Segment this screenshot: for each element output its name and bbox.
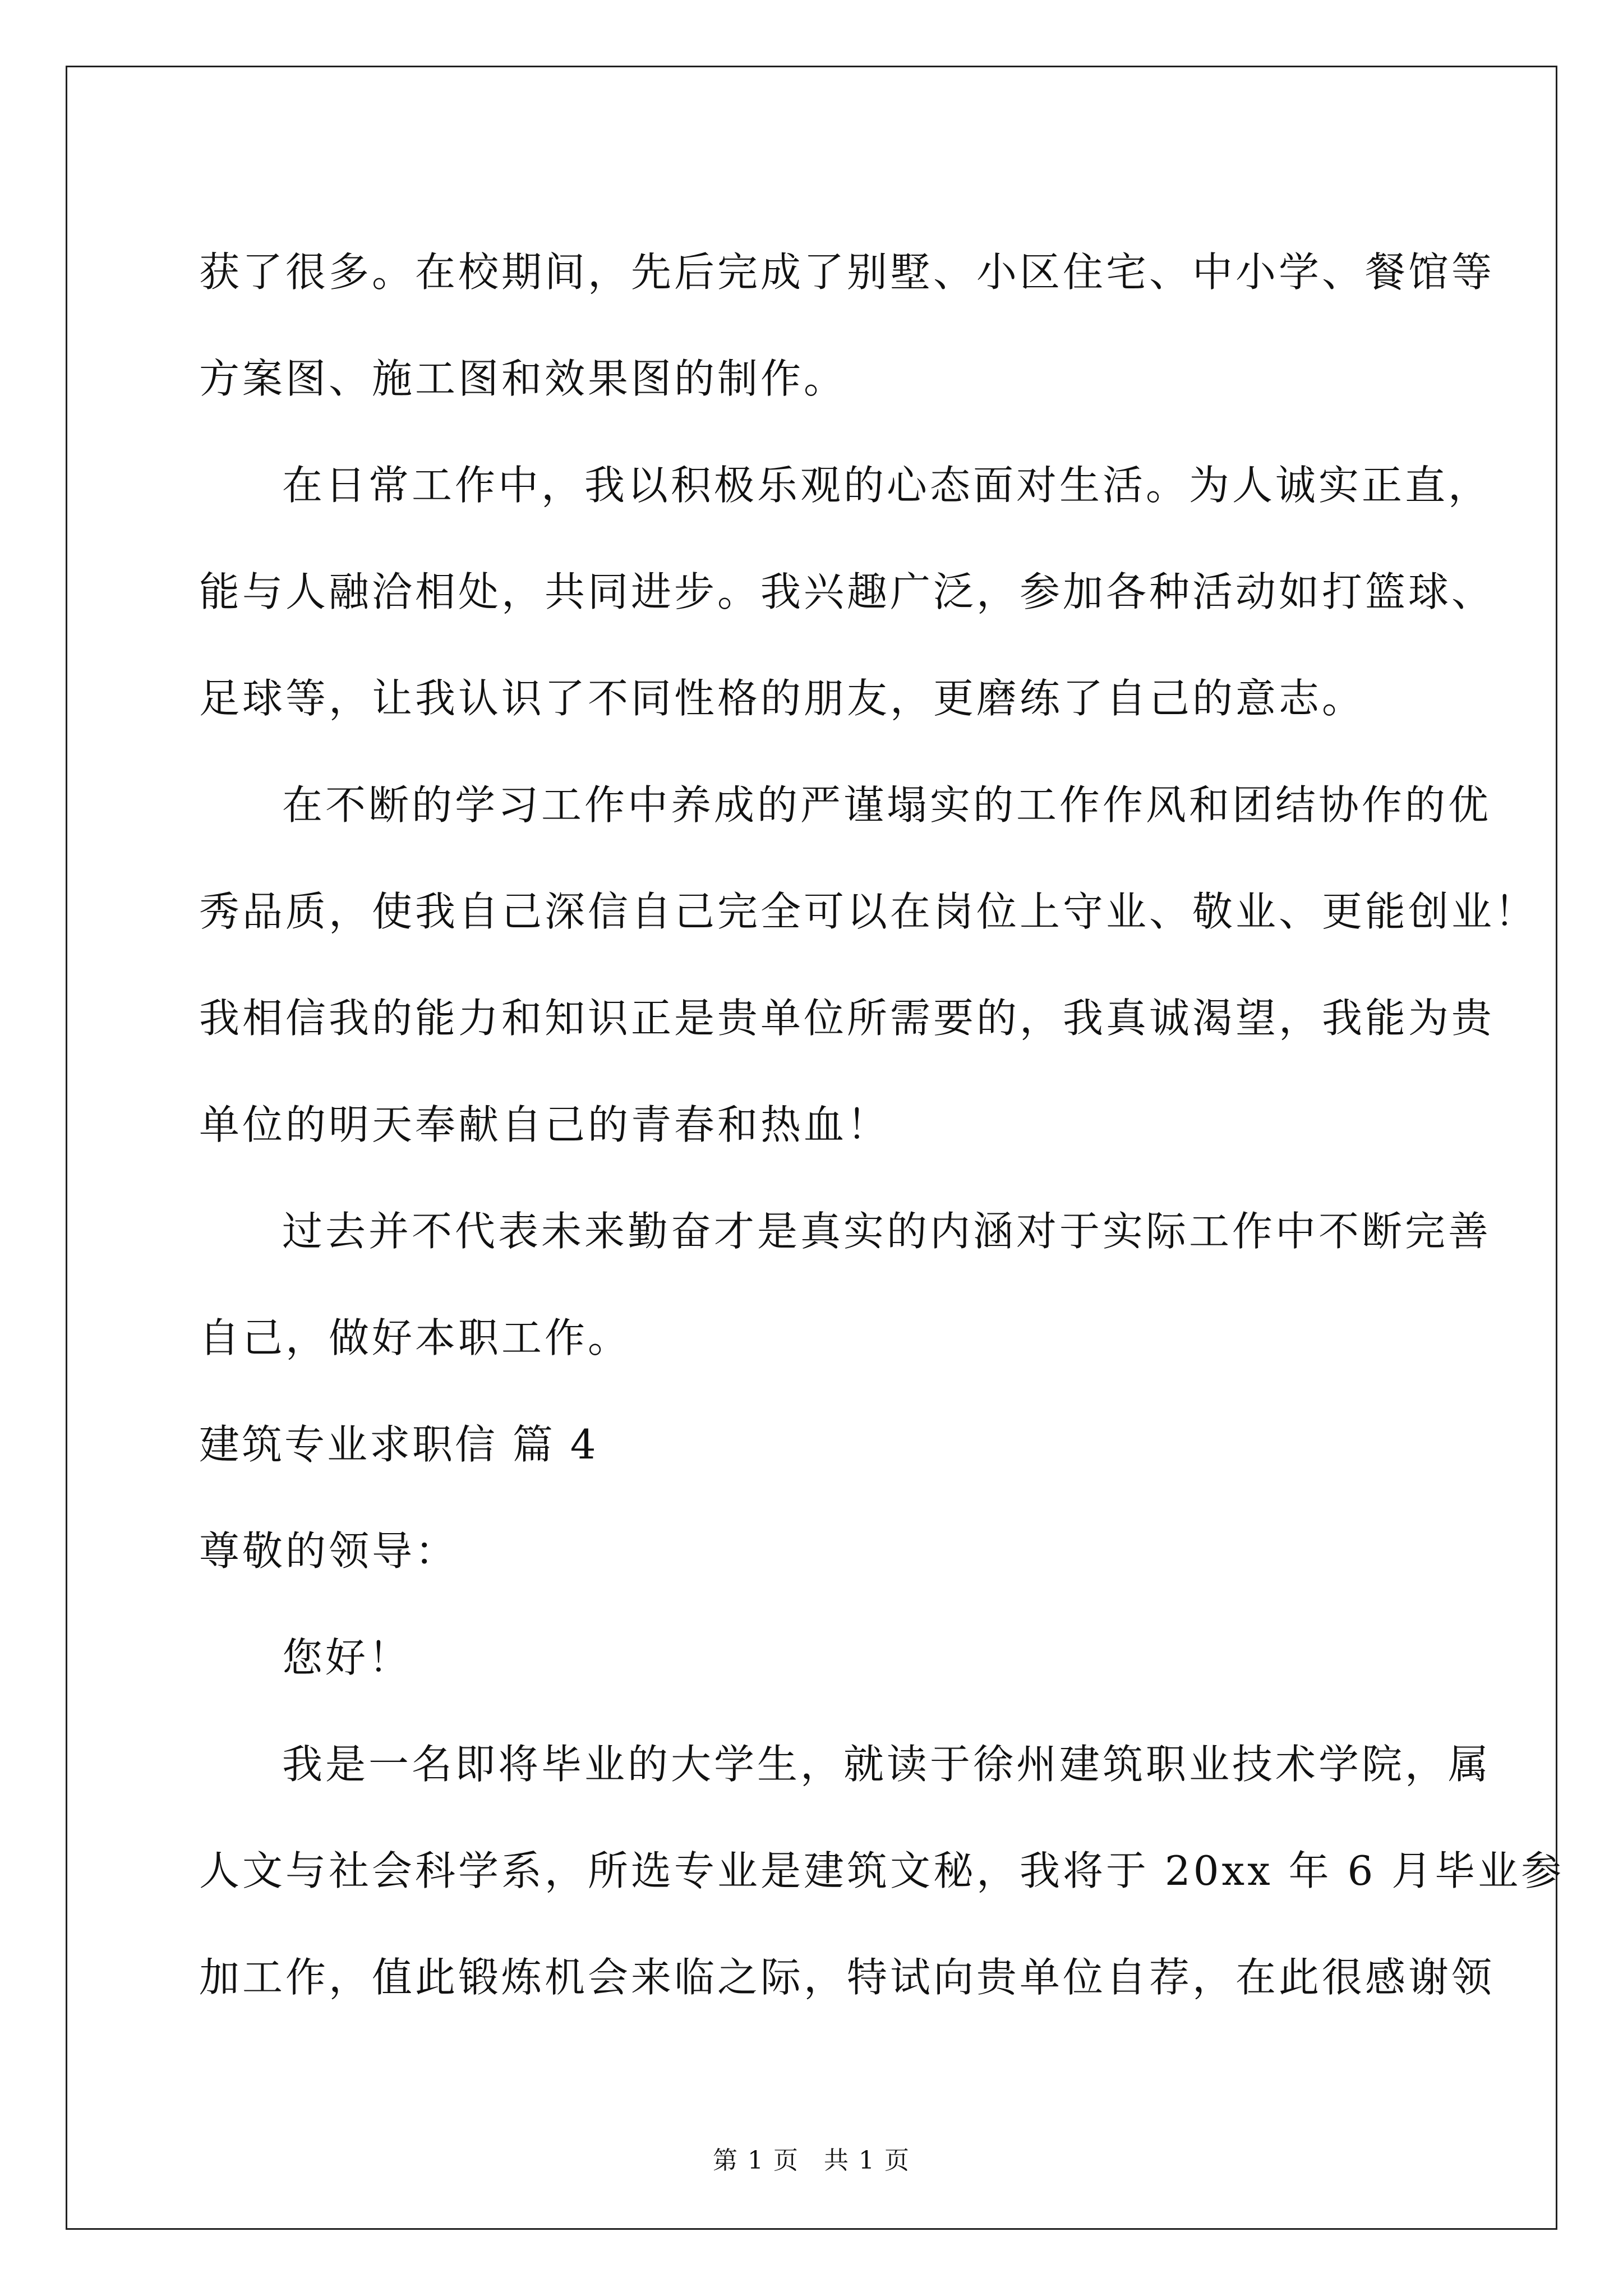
paragraph-line: 我相信我的能力和知识正是贵单位所需要的，我真诚渴望，我能为贵 [199,995,1495,1042]
paragraph-line: 单位的明天奉献自己的青春和热血！ [199,1101,891,1148]
paragraph-line: 在不断的学习工作中养成的严谨塌实的工作作风和团结协作的优 [282,781,1492,829]
document-body [199,219,1565,2031]
paragraph-line: 秀品质，使我自己深信自己完全可以在岗位上守业、敬业、更能创业！ [199,888,1538,935]
paragraph-line: 过去并不代表未来勤奋才是真实的内涵对于实际工作中不断完善 [282,1208,1492,1255]
paragraph-line: 人文与社会科学系，所选专业是建筑文秘，我将于 20xx 年 6 月毕业参 [199,1847,1565,1894]
greeting: 您好！ [282,1634,412,1681]
paragraph-line: 加工作，值此锻炼机会来临之际，特试向贵单位自荐，在此很感谢领 [199,1954,1495,2001]
paragraph-line: 在日常工作中，我以积极乐观的心态面对生活。为人诚实正直， [282,462,1492,509]
page-footer [0,2140,1623,2176]
paragraph-line: 自己，做好本职工作。 [199,1314,631,1361]
page-total: 共 1 页 [824,2146,910,2175]
section-heading: 建筑专业求职信 篇 4 [199,1421,598,1468]
paragraph-line: 我是一名即将毕业的大学生，就读于徐州建筑职业技术学院，属 [282,1741,1492,1788]
paragraph-line: 获了很多。在校期间，先后完成了别墅、小区住宅、中小学、餐馆等 [199,249,1495,296]
paragraph-line: 方案图、施工图和效果图的制作。 [199,355,847,402]
paragraph-line: 足球等，让我认识了不同性格的朋友，更磨练了自己的意志。 [199,675,1366,722]
page-number: 第 1 页 [713,2146,799,2175]
paragraph-line: 能与人融洽相处，共同进步。我兴趣广泛，参加各种活动如打篮球、 [199,568,1495,615]
salutation: 尊敬的领导： [199,1527,459,1575]
